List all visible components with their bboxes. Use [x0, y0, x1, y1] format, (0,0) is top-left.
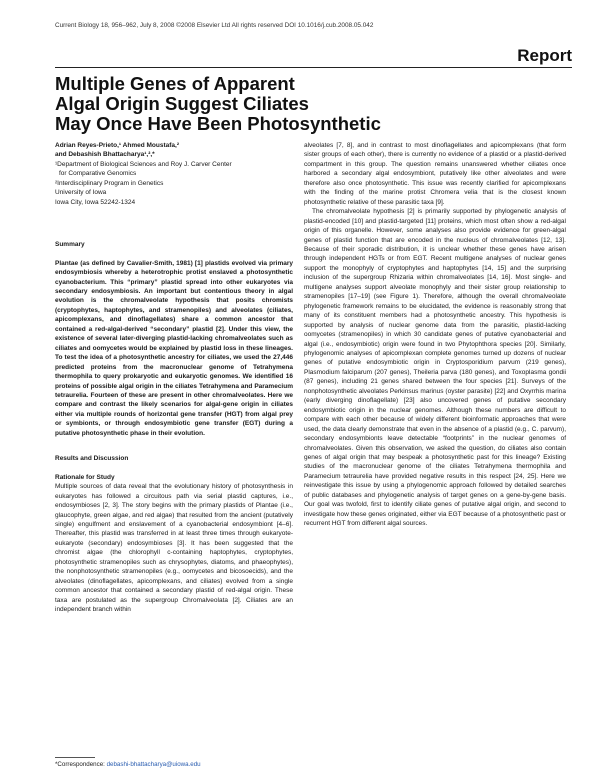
affiliation-line: University of Iowa	[55, 189, 107, 197]
affiliation-line: ¹Department of Biological Sciences and Roy J. Carver Center	[55, 160, 232, 168]
affiliation-line: Iowa City, Iowa 52242-1324	[55, 198, 136, 206]
summary-text: Plantae (as defined by Cavalier-Smith, 1981) [1] plastids evolved via primary endosymbiosis whereby a heterotrophic protist enslaved a photosynthetic cyanobacterium. This “primary” plastid spread into other eukaryotes via secondary endosymbiosis. An important but contentious theory in algal evolution is the chromalveolate hypothesis that posits chromists (cryptophytes, haptophytes, and stramenopiles) and alveolates (ciliates, apicomplexans, and dinoflagellates) share a common ancestor that contained a red-algal-derived “secondary” plastid [2]. Under this view, the existence of several later-diverging plastid-lacking chromalveolates such as ciliates and oomycetes would be explained by plastid loss in these lineages. To test the idea of a photosynthetic ancestry for ciliates, we used the 27,446 predicted proteins from the macronuclear genome of Tetrahymena thermophila to query prokaryotic and eukaryotic genomes. We identified 16 proteins of possible algal origin in the ciliates Tetrahymena and Paramecium tetraurelia. Fourteen of these are present in other chromalveolates. Here we compare and contrast the likely scenarios for algal-gene origin in ciliates either via multiple rounds of horizontal gene transfer (HGT) from algal prey or symbionts, or through endosymbiotic gene transfer (EGT) during a putative photosynthetic phase in their evolution.	[55, 259, 293, 437]
article-type-label: Report	[517, 46, 572, 65]
rationale-paragraph: Multiple sources of data reveal that the evolutionary history of photosynthesis in eukaryotes has followed a circuitous path via serial plastid captures, i.e., endosymbioses [2, 3]. The story begins with the primary plastids of Plantae (i.e., glaucophyte, green algae, and red algae) that resulted from the ancient (putatively single) engulfment and enslavement of a cyanobacterial endosymbiont [4–6]. Thereafter, this plastid was transferred in at least three times through eukaryote-eukaryote (secondary) endosymbioses [3]. It has been suggested that the chromist algae (the chlorophyll c-containing haptophytes, cryptophytes, photosynthetic stramenopiles such as chrysophytes, diatoms, and phaeophytes), the nonphotosynthetic stramenopiles (e.g., oomycetes and bicosoecids), and the alveolates (dinoflagellates, apicomplexans, and ciliates) evolved from a single common ancestor that contained a secondary plastid of red-algal origin. These taxa are postulated as the supergroup Chromalveolata [2]. Ciliates are an independent branch within	[55, 483, 293, 614]
affiliations	[55, 160, 293, 207]
affiliation-line: ²Interdisciplinary Program in Genetics	[55, 179, 164, 187]
results-heading: Results and Discussion	[55, 455, 129, 463]
correspondence-email-link[interactable]: debashi-bhattacharya@uiowa.edu	[106, 761, 201, 768]
left-column	[55, 141, 293, 614]
journal-citation-line: Current Biology 18, 956–962, July 8, 2008 ©2008 Elsevier Ltd All rights reserved DOI 10.1016/j.cub.2008.05.042	[55, 22, 374, 29]
title-line-3: May Once Have Been Photosynthetic	[55, 113, 381, 134]
footnote-divider	[55, 757, 95, 758]
correspondence-label: *Correspondence:	[55, 761, 107, 768]
author-list	[55, 141, 293, 160]
body-paragraph-2: The chromalveolate hypothesis [2] is primarily supported by phylogenetic analysis of plastid-encoded [10] and plastid-targeted [11] proteins, which most often show a red-algal origin of this organelle. However, some analyses also provide evidence for green-algal genes of plastid function that are encoded in the nucleus of chromalveolates [12, 13]. Because of their sporadic distribution, it is unclear whether these genes have arisen through independent HGTs or from EGT. Recent multigene analyses of nuclear genes support the monophyly of cryptophytes and haptophytes [14, 15] and the surprising inclusion of the supergroup Rhizaria within chromalveolates [14, 16]. Most single- and multigene analyses support alveolate monophyly and their sister group relationship to stramenopiles [17–19] (see Figure 1). Therefore, although the overall chromalveolate phylogenetic framework remains to be elucidated, the evidence is reasonably strong that many of its constituent members had a photosynthetic ancestry. This hypothesis is supported by analysis of nuclear genome data from the parasitic, plastid-lacking oomycetes (stramenopiles) in which 30 candidate genes of putative cyanobacterial and algal (i.e., endosymbiotic) origin were found in two Phytophthora species [20]. Similarly, phylogenomic analyses of apicomplexan complete genomes turned up dozens of nuclear genes of putative endosymbiotic origin in Cryptosporidium parvum (219 genes), Plasmodium falciparum (207 genes), Theileria parva (180 genes), and Toxoplasma gondii (87 genes), including 21 genes shared between the four species [21]. Surveys of the nonphotosynthetic alveolates Perkinsus marinus (oyster parasite) [22] and Oxyrrhis marina (early diverging dinoflagellate) [23] also uncovered genes of putative secondary endosymbiotic origin in the nuclear genomes. Although these numbers are difficult to compare with each other because of widely different bioinformatic approaches that were used, the data clearly demonstrate that even in the absence of a plastid (e.g., C. parvum), secondary endosymbionts leave detectable “footprints” in the nuclear genomes of chromalveolates. Given this observation, we asked the question, do ciliates also contain genes of algal origin that may bespeak a photosynthetic past for this lineage? Existing studies of the macronuclear genome of the ciliates Tetrahymena thermophila and Paramecium tetraurelia have provided negative results in this respect [24, 25]. Here we reinvestigate this issue by using a phylogenomic approach followed by detailed searches of public databases and phylogenetic analysis of target genes on a gene-by-gene basis. Our goal was twofold, first to identify ciliate genes of putative algal origin, and second to investigate how these genes originated, either via EGT because of a photosynthetic past or recurrent HGT from different algal sources.	[304, 208, 566, 528]
title-line-1: Multiple Genes of Apparent	[55, 73, 295, 94]
right-column	[304, 141, 566, 529]
header-divider	[55, 67, 572, 68]
authors-line-2: and Debashish Bhattacharya¹,²,*	[55, 151, 155, 159]
body-paragraph-1: alveolates [7, 8], and in contrast to most dinoflagellates and apicomplexans (that form sister groups of each other), there is currently no evidence of a plastid or a plastid-derived compartment in this group. The question remains unanswered whether ciliates once harbored a secondary algal endosymbiont, putatively like other alveolates and were therefore also once photosynthetic. This issue was recently clarified for apicomplexans with the finding of the marine protist Chromera velia that is the closest known photosynthetic relative of these parasitic taxa [9].	[304, 142, 566, 206]
summary-heading: Summary	[55, 241, 85, 249]
rationale-subheading: Rationale for Study	[55, 473, 115, 481]
correspondence-footnote	[55, 761, 201, 768]
authors-line-1: Adrian Reyes-Prieto,¹ Ahmed Moustafa,²	[55, 142, 180, 149]
title-line-2: Algal Origin Suggest Ciliates	[55, 93, 309, 114]
affiliation-line: for Comparative Genomics	[59, 170, 137, 178]
article-title	[55, 74, 455, 134]
